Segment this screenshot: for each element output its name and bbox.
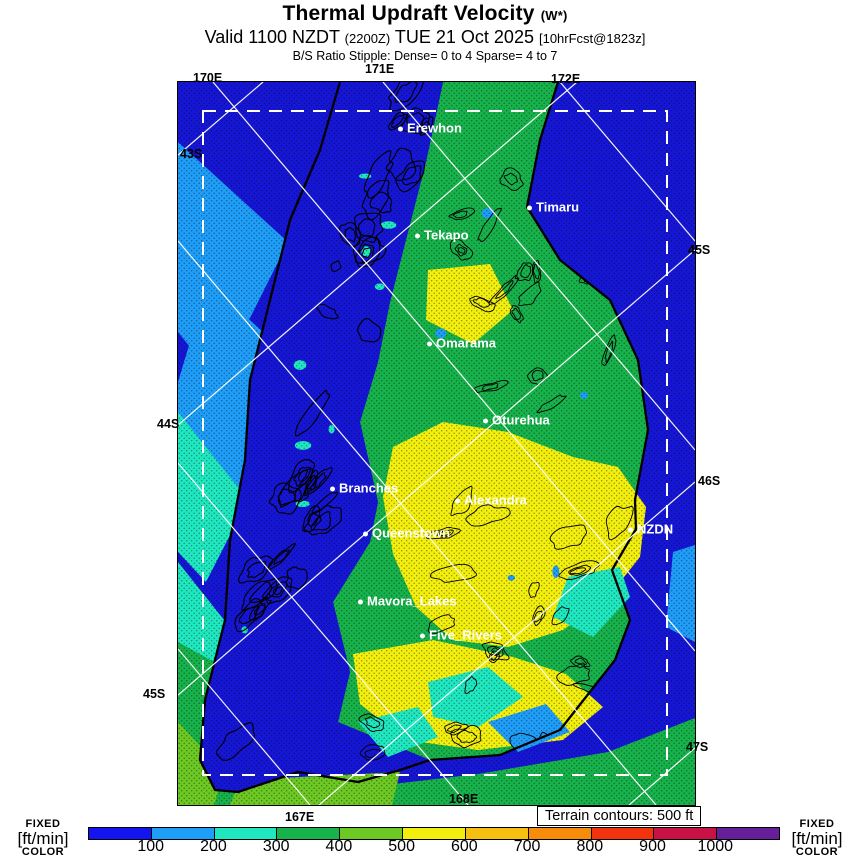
forecast-run: [10hrFcst@1823z] <box>538 31 646 46</box>
valid-time: Valid 1100 NZDT <box>204 27 340 47</box>
colorbar-tick-label: 500 <box>388 838 415 855</box>
place-dot-icon <box>330 487 335 492</box>
graticule-label: 45S <box>688 243 711 257</box>
title-text: Thermal Updraft Velocity <box>282 2 535 25</box>
place-label <box>363 526 450 541</box>
colorbar-tick-label: 300 <box>262 838 290 855</box>
graticule-label: 43S <box>180 147 203 161</box>
graticule-label: 171E <box>365 62 395 76</box>
zulu-time: (2200Z) <box>344 31 391 46</box>
graticule-label: 47S <box>686 740 709 754</box>
place-label <box>398 121 462 136</box>
place-name: Erewhon <box>407 120 462 136</box>
valid-time-line <box>0 27 850 48</box>
colorbar-units-label: [ft/min] <box>17 829 69 848</box>
colorbar-tick-label: 800 <box>576 838 604 855</box>
place-label <box>455 493 527 508</box>
place-dot-icon <box>358 600 363 605</box>
place-dot-icon <box>455 499 460 504</box>
colorbar-fixed-label: FIXED <box>25 818 61 830</box>
graticule-label: 46S <box>698 474 721 488</box>
terrain-contours-note: Terrain contours: 500 ft <box>537 806 701 826</box>
map-canvas[interactable] <box>178 82 695 805</box>
colorbar-color-label: COLOR <box>795 846 839 858</box>
place-dot-icon <box>527 206 532 211</box>
colorbar-tick-label: 100 <box>137 838 165 855</box>
place-name: Branches <box>339 480 399 496</box>
place-dot-icon <box>628 528 633 533</box>
forecast-map-svg <box>178 82 695 805</box>
graticule-label: 172E <box>551 72 581 86</box>
colorbar-tick-label: 700 <box>513 838 541 855</box>
page-title <box>0 2 850 26</box>
place-label <box>330 481 398 496</box>
colorbar-ticks <box>0 838 850 858</box>
place-label <box>483 413 550 428</box>
place-name: Mavora_Lakes <box>367 593 457 609</box>
place-name: Five_Rivers <box>429 627 502 643</box>
place-label <box>420 628 502 643</box>
colorbar-tick-label: 900 <box>639 838 666 855</box>
place-label <box>628 522 673 537</box>
place-name: Queenstown <box>372 525 451 541</box>
place-dot-icon <box>363 532 368 537</box>
colorbar-color-label: COLOR <box>21 846 65 858</box>
colorbar-tick-label: 400 <box>325 838 353 855</box>
colorbar-units-label: [ft/min] <box>791 829 843 848</box>
place-dot-icon <box>415 234 420 239</box>
graticule-label: 45S <box>143 687 166 701</box>
place-label <box>527 200 579 215</box>
title-units: (W*) <box>540 8 568 23</box>
place-name: Alexandra <box>464 492 527 508</box>
stipple-note: B/S Ratio Stipple: Dense= 0 to 4 Sparse= 4 to 7 <box>292 49 558 63</box>
graticule-label: 170E <box>193 71 223 85</box>
graticule-label: 167E <box>285 810 315 824</box>
place-dot-icon <box>420 634 425 639</box>
graticule-label: 168E <box>449 792 479 806</box>
colorbar-units-right <box>785 819 849 858</box>
graticule-label: 44S <box>157 417 180 431</box>
place-name: Omarama <box>436 335 496 351</box>
colorbar-tick-label: 600 <box>451 838 478 855</box>
place-label <box>415 228 469 243</box>
place-label <box>427 336 496 351</box>
title-block <box>0 2 850 63</box>
colorbar-fixed-label: FIXED <box>799 818 835 830</box>
place-name: NZDN <box>637 521 674 537</box>
place-name: Timaru <box>536 199 580 215</box>
colorbar-tick-label: 200 <box>200 838 227 855</box>
place-dot-icon <box>427 342 432 347</box>
place-name: Oturehua <box>492 412 550 428</box>
place-name: Tekapo <box>424 227 469 243</box>
place-dot-icon <box>483 419 488 424</box>
place-label <box>358 594 457 609</box>
place-dot-icon <box>398 127 403 132</box>
colorbar-tick-label: 1000 <box>697 838 734 855</box>
valid-date: TUE 21 Oct 2025 <box>394 27 534 47</box>
